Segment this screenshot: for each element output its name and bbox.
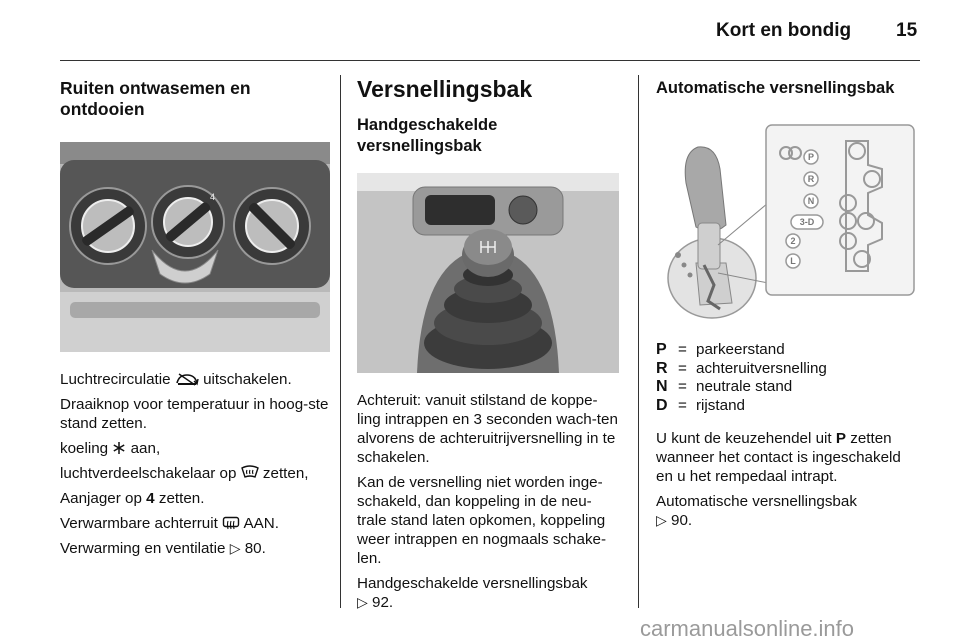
paragraph-cooling: koeling aan,	[60, 440, 161, 457]
snowflake-icon	[112, 441, 126, 455]
selector-label-p: P	[807, 152, 815, 162]
paragraph-fan: Aanjager op 4 zetten.	[60, 490, 205, 507]
column-divider-1	[340, 75, 341, 608]
column-defrost	[60, 72, 330, 564]
definition-row: R = achteruitversnelling	[656, 359, 827, 377]
page-reference-arrow-icon: ▷	[656, 512, 667, 528]
fan-knob	[70, 188, 146, 264]
page-reference-arrow-icon: ▷	[357, 594, 368, 610]
paragraph-recirculation: Luchtrecirculatie uitschakelen.	[60, 371, 292, 388]
column-automatic	[656, 72, 920, 536]
rear-window-heating-icon	[222, 516, 240, 530]
manual-gearbox-photo	[357, 173, 619, 373]
page-number: 15	[896, 20, 918, 41]
section-heading-automatic: Automatische versnellingsbak	[656, 79, 895, 97]
page-header-title: Kort en bondig	[716, 20, 852, 41]
paragraph-reverse: Achteruit: vanuit stilstand de koppe-ling intrappen en 3 seconden wach-ten alvorens de achteruitrijversnelling in te schakelen.	[357, 392, 618, 466]
selector-lever	[668, 147, 756, 318]
svg-text:4: 4	[210, 192, 216, 202]
section-heading-gearbox: Versnellingsbak	[357, 76, 533, 102]
subheading-manual-gearbox: Handgeschakelde versnellingsbak	[357, 116, 498, 155]
selector-label-r: R	[807, 174, 815, 184]
paragraph-selector-lever: U kunt de keuzehendel uit P zetten wanneer het contact is ingeschakeld en u het rempedaal intrapt.	[656, 430, 901, 485]
page-reference-arrow-icon: ▷	[229, 540, 241, 556]
paragraph-manual-reference: Handgeschakelde versnellingsbak ▷ 92.	[357, 575, 588, 611]
watermark: carmanualsonline.info	[640, 616, 855, 641]
section-heading-defrost: Ruiten ontwasemen en ontdooien	[60, 78, 251, 119]
recirculation-icon	[175, 373, 199, 386]
windscreen-defrost-icon	[241, 465, 259, 480]
gear-knob	[462, 229, 514, 277]
temperature-knob	[152, 186, 224, 258]
header-rule	[60, 60, 920, 61]
paragraph-air-distribution: luchtverdeelschakelaar op zetten,	[60, 465, 309, 482]
paragraph-automatic-reference: Automatische versnellingsbak ▷ 90.	[656, 493, 857, 529]
selector-label-2: 2	[790, 236, 796, 246]
climate-control-photo	[60, 142, 330, 352]
selector-label-n: N	[807, 196, 815, 206]
paragraph-engage: Kan de versnelling niet worden inge-schakeld, dan koppeling in de neu-trale stand laten opkomen, koppeling weer intrappen en nogmaals schake-len.	[357, 474, 607, 567]
page-header	[0, 0, 960, 60]
automatic-selector-diagram	[656, 113, 918, 325]
selector-positions-list	[656, 341, 920, 415]
paragraph-heating-reference: Verwarming en ventilatie ▷ 80.	[60, 540, 266, 557]
paragraph-temperature: Draaiknop voor temperatuur in hoog-ste stand zetten.	[60, 396, 329, 432]
definition-row: N = neutrale stand	[656, 378, 793, 395]
column-gearbox	[357, 72, 619, 618]
air-distribution-knob	[234, 188, 310, 264]
column-divider-2	[638, 75, 639, 608]
selector-label-3-d: 3-D	[799, 217, 815, 227]
definition-row: D = rijstand	[656, 396, 745, 414]
selector-label-l: L	[790, 256, 796, 266]
definition-row: P = parkeerstand	[656, 341, 785, 358]
paragraph-rear-window: Verwarmbare achterruit AAN.	[60, 515, 279, 532]
